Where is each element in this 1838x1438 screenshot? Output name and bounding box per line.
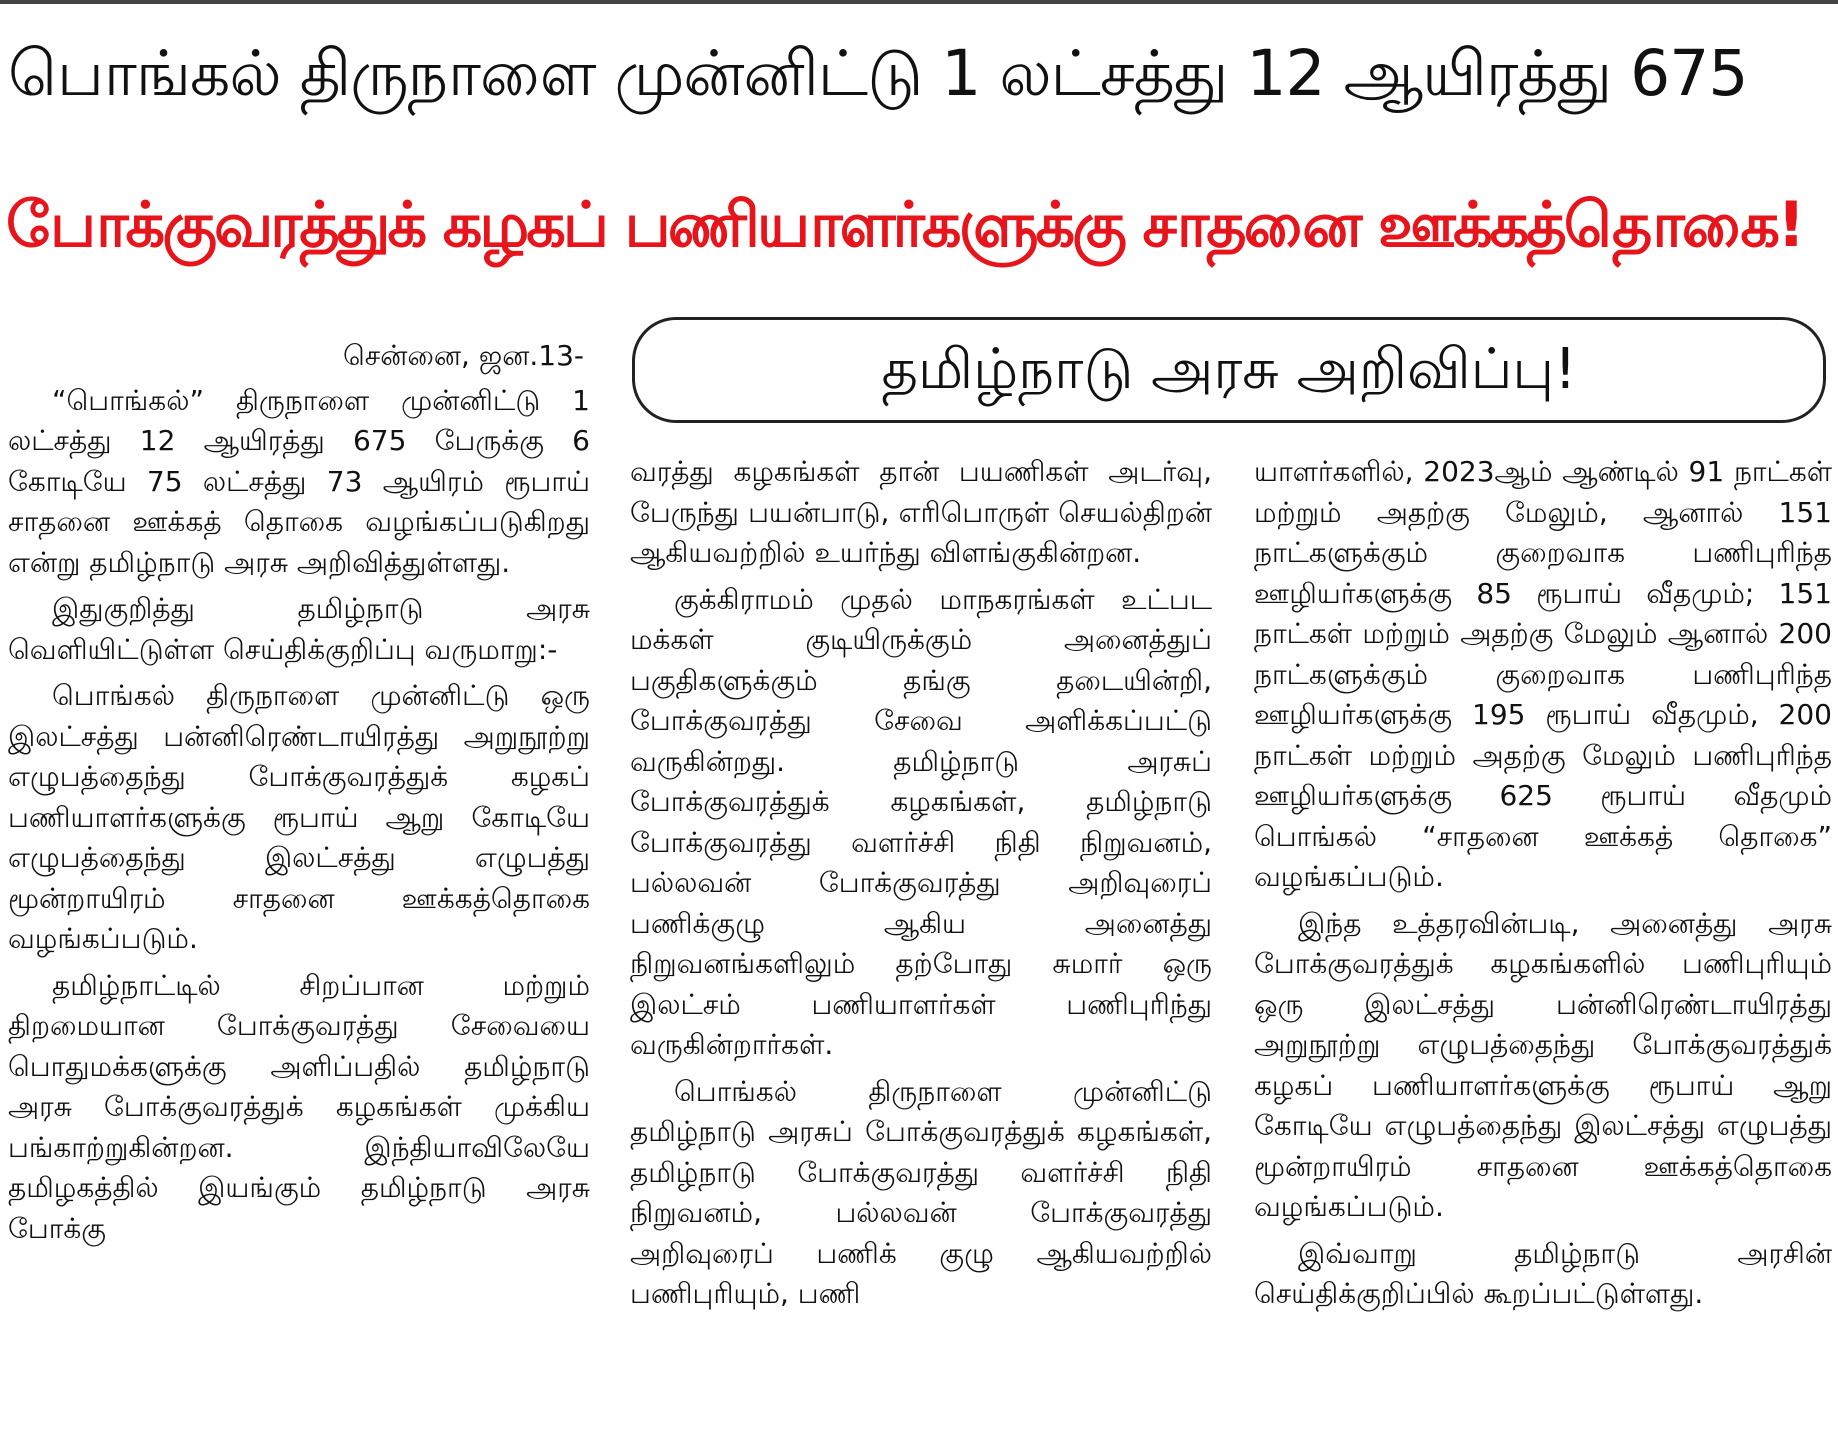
- paragraph: இவ்வாறு தமிழ்நாடு அரசின் செய்திக்குறிப்பில் கூறப்பட்டுள்ளது.: [1254, 1236, 1832, 1310]
- paragraph: யாளர்களில், 2023ஆம் ஆண்டில் 91 நாட்கள் மற்றும் அதற்கு மேலும், ஆனால் 151 நாட்களுக்கும் குறைவாக பணிபுரிந்த ஊழியர்களுக்கு 85 ரூபாய் வீதமும்; 151 நாட்கள் மற்றும் அதற்கு மேலும் ஆனால் 200 நாட்களுக்கும் குறைவாக பணிபுரிந்த ஊழியர்களுக்கு 195 ரூபாய் வீதமும், 200 நாட்கள் மற்றும் அதற்கு மேலும் பணிபுரிந்த ஊழியர்களுக்கு 625 ரூபாய் வீதமும் பொங்கல் “சாதனை ஊக்கத் தொகை” வழங்கப்படும்.: [1254, 455, 1832, 893]
- paragraph: தமிழ்நாட்டில் சிறப்பான மற்றும் திறமையான போக்குவரத்து சேவையை பொதுமக்களுக்கு அளிப்பதில் தமிழ்நாடு அரசு போக்குவரத்துக் கழகங்கள் முக்கிய பங்காற்றுகின்றன. இந்தியாவிலேயே தமிழகத்தில் இயங்கும் தமிழ்நாடு அரசு போக்கு: [8, 968, 590, 1245]
- announcement-box: தமிழ்நாடு அரசு அறிவிப்பு!: [632, 317, 1826, 423]
- dateline: சென்னை, ஜன.13-: [342, 339, 584, 372]
- article-column-3: [1254, 452, 1832, 1432]
- top-rule: [0, 0, 1838, 4]
- article-column-2: [630, 452, 1212, 1432]
- article-column-1: [8, 336, 590, 1432]
- paragraph: வரத்து கழகங்கள் தான் பயணிகள் அடர்வு, பேருந்து பயன்பாடு, எரிபொருள் செயல்திறன் ஆகியவற்றில் உயர்ந்து விளங்குகின்றன.: [630, 455, 1212, 569]
- kicker-headline: பொங்கல் திருநாளை முன்னிட்டு 1 லட்சத்து 12 ஆயிரத்து 675: [8, 37, 1748, 110]
- paragraph: இந்த உத்தரவின்படி, அனைத்து அரசு போக்குவரத்துக் கழகங்களில் பணிபுரியும் ஒரு இலட்சத்து பன்னிரெண்டாயிரத்து அறுநூற்று எழுபத்தைந்து போக்குவரத்துக் கழகப் பணியாளர்களுக்கு ரூபாய் ஆறு கோடியே எழுபத்தைந்து இலட்சத்து எழுபத்து மூன்றாயிரம் சாதனை ஊக்கத்தொகை வழங்கப்படும்.: [1254, 906, 1832, 1223]
- paragraph: குக்கிராமம் முதல் மாநகரங்கள் உட்பட மக்கள் குடியிருக்கும் அனைத்துப் பகுதிகளுக்கும் தங்கு தடையின்றி, போக்குவரத்து சேவை அளிக்கப்பட்டு வருகின்றது. தமிழ்நாடு அரசுப் போக்குவரத்துக் கழகங்கள், தமிழ்நாடு போக்குவரத்து வளர்ச்சி நிதி நிறுவனம், பல்லவன் போக்குவரத்து அறிவுரைப் பணிக்குழு ஆகிய அனைத்து நிறுவனங்களிலும் தற்போது சுமார் ஒரு இலட்சம் பணியாளர்கள் பணிபுரிந்து வருகின்றார்கள்.: [630, 582, 1212, 1061]
- main-headline: போக்குவரத்துக் கழகப் பணியாளர்களுக்கு சாதனை ஊக்கத்தொகை!: [6, 188, 1803, 261]
- paragraph: இதுகுறித்து தமிழ்நாடு அரசு வெளியிட்டுள்ள செய்திக்குறிப்பு வருமாறு:-: [8, 592, 590, 666]
- paragraph: பொங்கல் திருநாளை முன்னிட்டு தமிழ்நாடு அரசுப் போக்குவரத்துக் கழகங்கள், தமிழ்நாடு போக்குவரத்து வளர்ச்சி நிதி நிறுவனம், பல்லவன் போக்குவரத்து அறிவுரைப் பணிக் குழு ஆகியவற்றில் பணிபுரியும், பணி: [630, 1074, 1212, 1310]
- paragraph: பொங்கல் திருநாளை முன்னிட்டு ஒரு இலட்சத்து பன்னிரெண்டாயிரத்து அறுநூற்று எழுபத்தைந்து போக்குவரத்துக் கழகப் பணியாளர்களுக்கு ரூபாய் ஆறு கோடியே எழுபத்தைந்து இலட்சத்து எழுபத்து மூன்றாயிரம் சாதனை ஊக்கத்தொகை வழங்கப்படும்.: [8, 679, 590, 955]
- paragraph: “பொங்கல்” திருநாளை முன்னிட்டு 1 லட்சத்து 12 ஆயிரத்து 675 பேருக்கு 6 கோடியே 75 லட்சத்து 73 ஆயிரம் ரூபாய் சாதனை ஊக்கத் தொகை வழங்கப்படுகிறது என்று தமிழ்நாடு அரசு அறிவித்துள்ளது.: [8, 383, 590, 579]
